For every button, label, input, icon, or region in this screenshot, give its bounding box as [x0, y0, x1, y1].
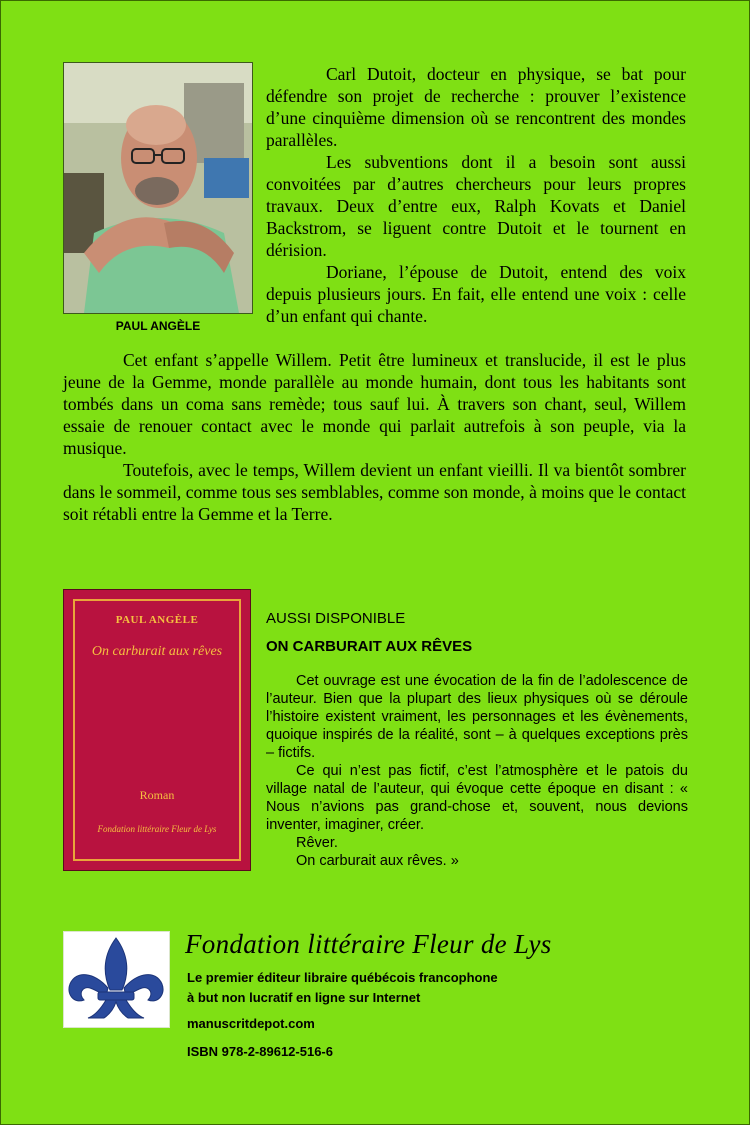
publisher-tagline-1: Le premier éditeur libraire québécois francophone: [187, 970, 498, 985]
other-book-cover: [63, 589, 251, 871]
cover-author: PAUL ANGÈLE: [115, 614, 199, 626]
description-paragraph: Rêver.: [296, 835, 338, 851]
synopsis-full-width: [63, 349, 686, 525]
publisher-name: Fondation littéraire Fleur de Lys: [185, 929, 552, 959]
synopsis-paragraph: Cet enfant s’appelle Willem. Petit être lumineux et translucide, il est le plus jeune de la Gemme, monde parallèle au monde humain, dont tous les habitants sont tombés dans un coma sans remède; tous sauf lui. À travers son chant, seul, Willem essaie de renouer contact avec le monde qui parlait autrefois à son peuple, via la musique.: [63, 350, 686, 458]
description-paragraph: On carburait aux rêves. »: [296, 853, 459, 869]
cover-publisher: Fondation littéraire Fleur de Lys: [97, 824, 217, 834]
fleur-de-lys-logo: [63, 931, 170, 1028]
description-paragraph: Cet ouvrage est une évocation de la fin de l’adolescence de l’auteur. Bien que la plupart des lieux physiques où se déroule l’histoire existent vraiment, les personnages et les évènements, quoique inspirés de la réalité, sont – à quelques exceptions près – fictifs.: [266, 673, 688, 761]
synopsis-paragraph: Carl Dutoit, docteur en physique, se bat pour défendre son projet de recherche : prouver l’existence d’une cinquième dimension où se rencontrent des mondes parallèles.: [266, 64, 686, 150]
other-book-description: [266, 672, 688, 870]
author-caption: PAUL ANGÈLE: [115, 319, 201, 333]
synopsis-paragraph: Toutefois, avec le temps, Willem devient un enfant vieilli. Il va bientôt sombrer dans le sommeil, comme tous ses semblables, comme son monde, à moins que le contact soit rétabli entre la Gemme et la Terre.: [63, 460, 686, 524]
synopsis-paragraph: Les subventions dont il a besoin sont aussi convoitées par d’autres chercheurs pour leurs propres travaux. Deux d’entre eux, Ralph Kovats et Daniel Backstrom, se liguent contre Dutoit et le tournent en dérision.: [266, 152, 686, 260]
other-book-title: ON CARBURAIT AUX RÊVES: [266, 638, 473, 655]
description-paragraph: Ce qui n’est pas fictif, c’est l’atmosphère et le patois du village natal de l’auteur, qui évoque cette époque en disant : « Nous n’avions pas grand-chose et, souvent, nous devions inventer, imaginer, créer.: [266, 763, 688, 833]
isbn: ISBN 978-2-89612-516-6: [187, 1044, 333, 1059]
cover-frame: [73, 599, 241, 861]
author-photo: [63, 62, 253, 314]
fleur-de-lys-icon: [64, 932, 169, 1027]
synopsis-right-column: [266, 63, 686, 327]
cover-title: On carburait aux rêves: [91, 644, 223, 659]
author-portrait-image: [64, 63, 252, 313]
publisher-tagline-2: à but non lucratif en ligne sur Internet: [187, 990, 421, 1005]
publisher-website[interactable]: manuscritdepot.com: [187, 1016, 315, 1031]
synopsis-paragraph: Doriane, l’épouse de Dutoit, entend des voix depuis plusieurs jours. En fait, elle entend une voix : celle d’un enfant qui chante.: [266, 262, 686, 326]
section-label: AUSSI DISPONIBLE: [266, 610, 406, 627]
cover-genre: Roman: [139, 788, 175, 802]
